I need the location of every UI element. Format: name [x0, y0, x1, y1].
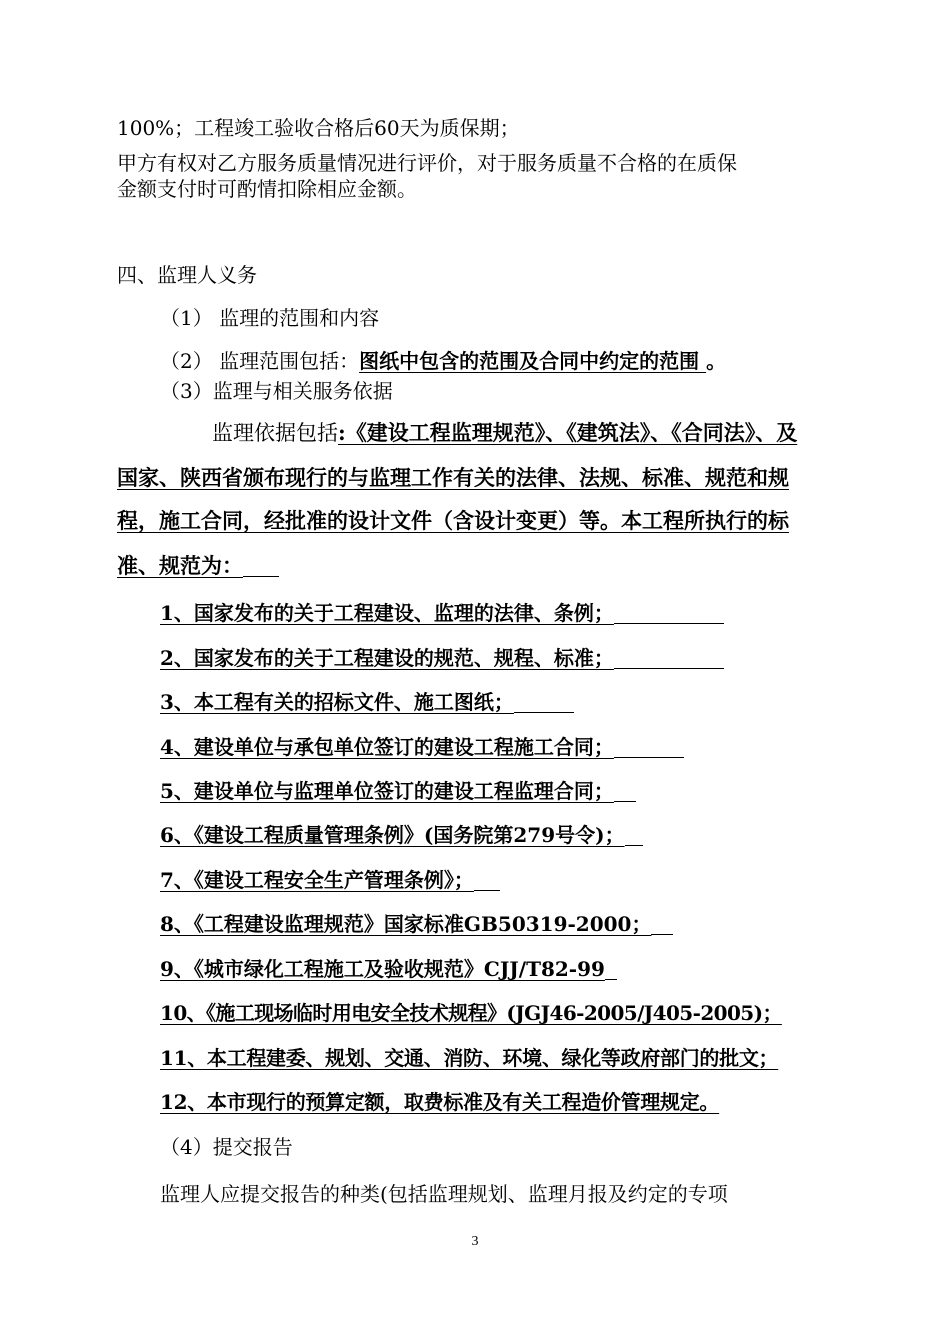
list-item-text: 2、国家发布的关于工程建设的规范、规程、标准； — [160, 646, 614, 670]
list-item — [160, 1000, 782, 1026]
text-line: 100%；工程竣工验收合格后60天为质保期； — [117, 116, 520, 140]
list-item-text: 1、国家发布的关于工程建设、监理的法律、条例； — [160, 601, 614, 625]
subsection-heading: （3）监理与相关服务依据 — [160, 379, 393, 403]
list-item-text: 12、本市现行的预算定额，取费标准及有关工程造价管理规定。 — [160, 1090, 720, 1114]
basis-text: :《建设工程监理规范》、《建筑法》、《合同法》、及 — [338, 420, 798, 445]
list-item-text: 8、《工程建设监理规范》国家标准GB50319-2000； — [160, 912, 652, 936]
list-item-text: 3、本工程有关的招标文件、施工图纸； — [160, 690, 514, 714]
basis-line: 国家、陕西省颁布现行的与监理工作有关的法律、法规、标准、规范和规 — [117, 465, 789, 490]
list-item — [160, 822, 643, 848]
list-item — [160, 734, 684, 760]
text-line: 甲方有权对乙方服务质量情况进行评价，对于服务质量不合格的在质保 — [117, 151, 737, 175]
basis-line — [212, 420, 797, 446]
list-item — [160, 911, 673, 937]
page-number: 3 — [471, 1234, 479, 1249]
scope-end: 。 — [706, 349, 727, 373]
section-heading: 四、监理人义务 — [117, 263, 257, 287]
subsection-heading: （1） 监理的范围和内容 — [160, 306, 380, 330]
list-item-text: 10、《施工现场临时用电安全技术规程》(JGJ46-2005/J405-2005)； — [160, 1001, 782, 1025]
text-line: 金额支付时可酌情扣除相应金额。 — [117, 177, 417, 201]
basis-line — [117, 553, 279, 579]
underline-filler — [474, 889, 500, 891]
text-line: 监理人应提交报告的种类(包括监理规划、监理月报及约定的专项 — [160, 1182, 728, 1206]
list-item-text: 11、本工程建委、规划、交通、消防、环境、绿化等政府部门的批文； — [160, 1046, 779, 1070]
underline-filler — [514, 711, 574, 713]
basis-label: 监理依据包括 — [212, 421, 338, 445]
list-item — [160, 600, 724, 626]
list-item-text: 4、建设单位与承包单位签订的建设工程施工合同； — [160, 735, 614, 759]
underline-filler — [651, 933, 673, 935]
underline-filler — [243, 575, 279, 577]
list-item-text: 9、《城市绿化工程施工及验收规范》CJJ/T82-99 — [160, 957, 605, 981]
underline-filler — [614, 667, 724, 669]
scope-line — [160, 348, 726, 374]
list-item — [160, 1089, 719, 1115]
list-item — [160, 778, 636, 804]
scope-label: （2） 监理范围包括： — [160, 349, 360, 373]
list-item — [160, 956, 617, 982]
subsection-heading: （4）提交报告 — [160, 1135, 293, 1159]
list-item — [160, 645, 724, 671]
underline-filler — [625, 844, 643, 846]
scope-value: 图纸中包含的范围及合同中约定的范围 — [359, 349, 707, 373]
list-item — [160, 1045, 778, 1071]
underline-filler — [614, 800, 636, 802]
list-item-text: 6、《建设工程质量管理条例》(国务院第279号令)； — [160, 823, 625, 847]
list-item-text: 7、《建设工程安全生产管理条例》； — [160, 868, 474, 892]
underline-filler — [614, 756, 684, 758]
list-item — [160, 867, 500, 893]
underline-filler — [605, 978, 617, 980]
list-item — [160, 689, 574, 715]
list-item-text: 5、建设单位与监理单位签订的建设工程监理合同； — [160, 779, 614, 803]
underline-filler — [614, 622, 724, 624]
basis-text: 准、规范为： — [117, 553, 243, 578]
basis-line: 程，施工合同，经批准的设计文件（含设计变更）等。本工程所执行的标 — [117, 508, 789, 533]
